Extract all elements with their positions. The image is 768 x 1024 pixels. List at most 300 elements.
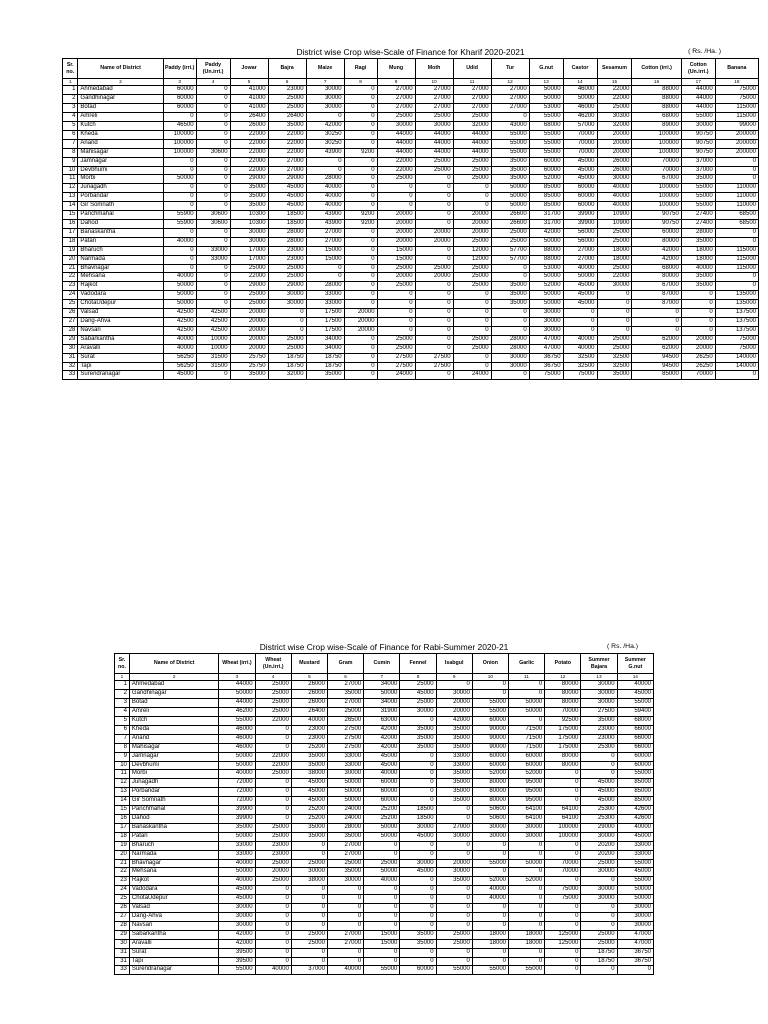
value-cell: 40000 [364,770,400,779]
table-row [63,211,759,220]
value-cell: 100000 [632,184,681,193]
value-cell: 25000 [291,939,327,948]
value-cell: 30000 [291,868,327,877]
value-cell: 0 [509,868,545,877]
value-cell: 25000 [377,282,415,291]
value-cell: 30000 [581,681,617,690]
value-cell: 0 [509,690,545,699]
value-cell: 46200 [563,113,597,122]
value-cell: 0 [291,841,327,850]
value-cell: 0 [306,113,344,122]
value-cell: 20000 [255,868,291,877]
value-cell: 0 [377,317,415,326]
value-cell: 25000 [255,699,291,708]
value-cell: 24000 [327,815,363,824]
value-cell: 33000 [436,752,472,761]
district-cell: Kheda [78,130,163,139]
value-cell: 0 [436,895,472,904]
value-cell: 27000 [327,850,363,859]
value-cell: 26000 [291,681,327,690]
column-header: Fennel [400,654,436,674]
value-cell: 25000 [453,166,491,175]
value-cell: 125000 [545,939,581,948]
value-cell: 25200 [364,806,400,815]
value-cell: 36750 [617,957,653,966]
value-cell: 75000 [545,895,581,904]
serial-cell: 19 [63,246,78,255]
value-cell: 22000 [255,761,291,770]
table-row [115,681,654,690]
value-cell: 35000 [291,752,327,761]
value-cell: 64100 [509,806,545,815]
value-cell: 64100 [545,806,581,815]
value-cell: 46000 [563,104,597,113]
value-cell: 23000 [268,86,306,95]
value-cell: 35000 [491,175,529,184]
value-cell: 25000 [268,264,306,273]
value-cell: 50000 [219,752,255,761]
district-cell: Panchmahal [129,806,218,815]
value-cell: 0 [306,157,344,166]
value-cell: 0 [327,957,363,966]
value-cell: 0 [255,743,291,752]
district-cell: Patan [129,832,218,841]
table-row [115,734,654,743]
value-cell: 42000 [364,725,400,734]
serial-cell: 13 [115,788,130,797]
value-cell: 30000 [400,708,436,717]
value-cell: 0 [681,309,715,318]
serial-cell: 20 [63,255,78,264]
value-cell: 0 [597,300,632,309]
value-cell: 110000 [715,202,758,211]
district-cell: Narmada [129,850,218,859]
table-row [63,148,759,157]
value-cell: 0 [597,309,632,318]
value-cell: 25000 [327,859,363,868]
value-cell: 0 [509,921,545,930]
value-cell: 37000 [681,166,715,175]
value-cell: 10300 [230,211,268,220]
table-row [63,104,759,113]
value-cell: 50000 [529,86,563,95]
value-cell: 55900 [163,220,196,229]
value-cell: 50000 [529,300,563,309]
district-cell: Botad [129,699,218,708]
value-cell: 100000 [632,193,681,202]
value-cell: 18750 [306,362,344,371]
value-cell: 0 [715,228,758,237]
serial-cell: 8 [115,743,130,752]
value-cell: 25200 [291,815,327,824]
value-cell: 24000 [377,371,415,380]
value-cell: 12000 [453,255,491,264]
column-header: Onion [472,654,508,674]
value-cell: 20000 [597,130,632,139]
column-header: Ragi [344,59,377,79]
value-cell: 70000 [545,868,581,877]
value-cell: 27000 [491,95,529,104]
table-row [115,957,654,966]
value-cell: 33000 [617,850,653,859]
value-cell: 10000 [196,344,230,353]
value-cell: 30000 [327,770,363,779]
value-cell: 56250 [163,362,196,371]
value-cell: 25200 [364,815,400,824]
value-cell: 26000 [597,157,632,166]
value-cell: 200000 [715,130,758,139]
serial-cell: 11 [63,175,78,184]
value-cell: 60000 [617,752,653,761]
value-cell: 25000 [268,273,306,282]
value-cell: 60000 [364,788,400,797]
column-index: 13 [529,79,563,86]
serial-cell: 23 [115,877,130,886]
value-cell: 90750 [681,139,715,148]
value-cell: 33000 [196,255,230,264]
value-cell: 88000 [632,86,681,95]
value-cell: 33000 [219,850,255,859]
value-cell: 0 [509,886,545,895]
value-cell: 0 [415,317,453,326]
district-cell: Ahmedabad [78,86,163,95]
value-cell: 55000 [681,113,715,122]
district-cell: Kutch [129,717,218,726]
serial-cell: 22 [115,868,130,877]
district-cell: Mahisagar [129,743,218,752]
value-cell: 0 [196,104,230,113]
rabi-title-bar [114,641,654,653]
value-cell: 27000 [453,86,491,95]
value-cell: 0 [344,122,377,131]
value-cell: 0 [327,948,363,957]
table-row [63,309,759,318]
district-cell: Anand [78,139,163,148]
value-cell: 27000 [268,166,306,175]
value-cell: 45000 [563,157,597,166]
value-cell: 40000 [219,770,255,779]
value-cell: 20200 [581,850,617,859]
value-cell: 35000 [291,823,327,832]
value-cell: 20000 [377,228,415,237]
value-cell: 0 [196,202,230,211]
district-cell: Aravalli [78,344,163,353]
value-cell: 55000 [219,966,255,975]
value-cell: 60000 [472,752,508,761]
value-cell: 0 [436,957,472,966]
value-cell: 20000 [377,220,415,229]
value-cell: 30000 [617,921,653,930]
value-cell: 50000 [163,300,196,309]
value-cell: 0 [472,948,508,957]
serial-cell: 9 [115,752,130,761]
value-cell: 30000 [472,832,508,841]
value-cell: 31700 [529,220,563,229]
value-cell: 45000 [400,690,436,699]
value-cell: 0 [400,770,436,779]
value-cell: 52000 [509,770,545,779]
value-cell: 0 [364,912,400,921]
value-cell: 0 [581,761,617,770]
table-row [115,859,654,868]
value-cell: 0 [453,317,491,326]
value-cell: 25200 [291,806,327,815]
rabi-table-section [114,641,654,975]
table-row [63,273,759,282]
serial-cell: 30 [63,344,78,353]
column-index: 4 [255,674,291,681]
value-cell: 35000 [230,202,268,211]
column-index: 11 [453,79,491,86]
column-header: Potato [545,654,581,674]
value-cell: 33000 [436,761,472,770]
serial-cell: 14 [63,202,78,211]
value-cell: 18000 [509,930,545,939]
table-row [115,743,654,752]
value-cell: 45000 [563,175,597,184]
value-cell: 9200 [344,211,377,220]
value-cell: 35000 [400,734,436,743]
value-cell: 0 [344,157,377,166]
value-cell: 25000 [377,264,415,273]
value-cell: 27000 [563,246,597,255]
value-cell: 22000 [597,95,632,104]
value-cell: 55900 [163,211,196,220]
table-row [115,823,654,832]
column-header: Summer Bajara [581,654,617,674]
serial-cell: 1 [115,681,130,690]
value-cell: 35000 [681,273,715,282]
value-cell: 18750 [306,353,344,362]
value-cell: 0 [344,184,377,193]
value-cell: 18500 [268,220,306,229]
column-header: Castor [563,59,597,79]
value-cell: 0 [436,948,472,957]
value-cell: 60000 [364,779,400,788]
table-row [115,717,654,726]
value-cell: 88000 [529,255,563,264]
column-header: Maize [306,59,344,79]
rabi-unit: ( Rs. /Ha.) [607,643,638,650]
value-cell: 22000 [230,166,268,175]
serial-cell: 9 [63,157,78,166]
value-cell: 0 [581,966,617,975]
value-cell: 25000 [597,264,632,273]
value-cell: 27500 [327,725,363,734]
district-cell: Kheda [129,725,218,734]
value-cell: 90750 [632,220,681,229]
value-cell: 125000 [545,930,581,939]
value-cell: 87000 [632,300,681,309]
value-cell: 0 [196,264,230,273]
value-cell: 90750 [681,130,715,139]
value-cell: 35000 [291,832,327,841]
value-cell: 20000 [230,326,268,335]
district-cell: Amreli [129,708,218,717]
value-cell: 44000 [219,699,255,708]
value-cell: 0 [163,157,196,166]
serial-cell: 4 [63,113,78,122]
value-cell: 0 [632,326,681,335]
value-cell: 0 [196,237,230,246]
value-cell: 25000 [327,708,363,717]
district-cell: Panchmahal [78,211,163,220]
column-index: 3 [219,674,255,681]
value-cell: 40000 [597,202,632,211]
value-cell: 39500 [219,948,255,957]
value-cell: 33000 [617,841,653,850]
value-cell: 25000 [415,113,453,122]
value-cell: 0 [344,113,377,122]
value-cell: 0 [453,184,491,193]
value-cell: 9200 [344,148,377,157]
value-cell: 24000 [327,806,363,815]
value-cell: 20000 [377,237,415,246]
table-row [115,708,654,717]
value-cell: 18000 [681,246,715,255]
value-cell: 20000 [453,228,491,237]
value-cell: 47000 [617,939,653,948]
value-cell: 0 [453,326,491,335]
serial-cell: 20 [115,850,130,859]
value-cell: 36750 [617,948,653,957]
value-cell: 22000 [268,148,306,157]
value-cell: 27000 [563,255,597,264]
value-cell: 0 [509,850,545,859]
value-cell: 0 [436,850,472,859]
value-cell: 0 [255,921,291,930]
value-cell: 25000 [255,859,291,868]
value-cell: 25000 [597,237,632,246]
district-cell: Mahisagar [78,148,163,157]
district-cell: Jamnagar [129,752,218,761]
value-cell: 0 [415,220,453,229]
table-row [63,139,759,148]
table-row [63,130,759,139]
value-cell: 45000 [291,788,327,797]
value-cell: 0 [453,193,491,202]
value-cell: 25000 [491,237,529,246]
column-header: Mustard [291,654,327,674]
value-cell: 25000 [415,166,453,175]
value-cell: 32500 [563,353,597,362]
value-cell: 33000 [327,752,363,761]
district-cell: Vadodara [78,291,163,300]
value-cell: 115000 [715,246,758,255]
value-cell: 25000 [453,264,491,273]
value-cell: 25000 [255,690,291,699]
table-row [63,371,759,380]
column-index: 4 [196,79,230,86]
district-cell: Morbi [78,175,163,184]
value-cell: 10900 [597,211,632,220]
value-cell: 43000 [491,122,529,131]
value-cell: 12000 [453,246,491,255]
value-cell: 30000 [230,237,268,246]
value-cell: 137500 [715,309,758,318]
table-row [115,895,654,904]
value-cell: 60000 [509,752,545,761]
table-row [115,752,654,761]
value-cell: 0 [291,948,327,957]
district-cell: ChotaUdepur [129,895,218,904]
value-cell: 0 [545,797,581,806]
value-cell: 52000 [529,282,563,291]
value-cell: 0 [196,228,230,237]
value-cell: 100000 [545,832,581,841]
value-cell: 0 [400,904,436,913]
value-cell: 42500 [196,317,230,326]
value-cell: 22000 [230,157,268,166]
value-cell: 0 [581,752,617,761]
value-cell: 35000 [681,282,715,291]
value-cell: 72000 [219,779,255,788]
value-cell: 88000 [632,95,681,104]
value-cell: 27500 [415,353,453,362]
value-cell: 0 [400,877,436,886]
value-cell: 47000 [529,344,563,353]
value-cell: 27500 [377,353,415,362]
value-cell: 44000 [415,148,453,157]
value-cell: 80000 [472,788,508,797]
value-cell: 64100 [509,815,545,824]
value-cell: 25000 [453,282,491,291]
value-cell: 0 [436,806,472,815]
value-cell: 40000 [597,184,632,193]
district-cell: Surat [129,948,218,957]
value-cell: 18500 [400,806,436,815]
value-cell: 40000 [306,193,344,202]
value-cell: 44000 [377,139,415,148]
value-cell: 41000 [230,86,268,95]
value-cell: 135000 [715,300,758,309]
value-cell: 0 [400,797,436,806]
value-cell: 57700 [491,255,529,264]
value-cell: 0 [344,300,377,309]
serial-cell: 27 [63,317,78,326]
value-cell: 0 [196,139,230,148]
value-cell: 40000 [597,193,632,202]
column-index: 17 [681,79,715,86]
value-cell: 40000 [563,264,597,273]
kharif-table [62,58,759,380]
value-cell: 100000 [632,148,681,157]
value-cell: 15000 [306,246,344,255]
value-cell: 32000 [268,371,306,380]
value-cell: 42500 [196,309,230,318]
value-cell: 26400 [291,708,327,717]
value-cell: 40000 [306,184,344,193]
value-cell: 0 [163,184,196,193]
value-cell: 56000 [563,237,597,246]
value-cell: 68000 [617,717,653,726]
value-cell: 62000 [632,335,681,344]
value-cell: 20000 [230,317,268,326]
value-cell: 0 [491,317,529,326]
value-cell: 0 [545,912,581,921]
value-cell: 57700 [491,246,529,255]
value-cell: 35000 [491,157,529,166]
district-cell: Devbhumi [129,761,218,770]
value-cell: 26000 [230,122,268,131]
value-cell: 25000 [230,300,268,309]
value-cell: 26400 [268,113,306,122]
value-cell: 55000 [529,148,563,157]
value-cell: 35000 [230,193,268,202]
column-header: Wheat (Un.irri.) [255,654,291,674]
value-cell: 66000 [617,734,653,743]
value-cell: 0 [400,788,436,797]
